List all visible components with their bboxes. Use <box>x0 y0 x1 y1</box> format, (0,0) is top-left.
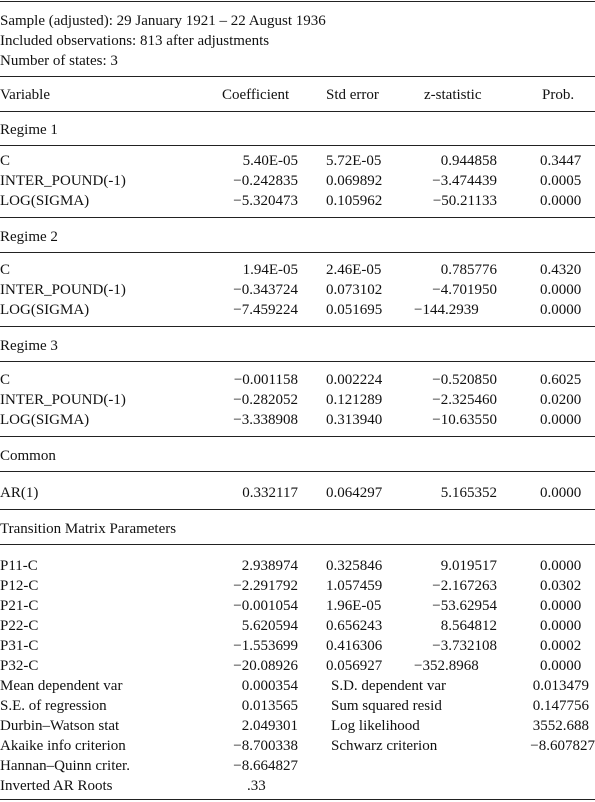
header-std-error: Std error <box>326 87 379 103</box>
rule <box>0 544 595 545</box>
table-row: P22-C 5.620594 0.656243 8.564812 0.0000 <box>0 618 582 634</box>
rule <box>0 217 595 218</box>
section-title: Transition Matrix Parameters <box>0 521 177 537</box>
table-row: P21-C −0.001054 1.96E-05 −53.62954 0.0000 <box>0 598 582 614</box>
table-row: AR(1) 0.332117 0.064297 5.165352 0.0000 <box>0 485 582 501</box>
table-row: LOG(SIGMA) −7.459224 0.051695 −144.2939 0.0000 <box>0 302 582 318</box>
header-prob: Prob. <box>542 87 575 103</box>
stats-row: S.E. of regression 0.013565 Sum squared resid 0.147756 <box>0 698 589 714</box>
table-row: INTER_POUND(-1) −0.242835 0.069892 −3.474439 0.0005 <box>0 173 582 189</box>
rule <box>0 471 595 472</box>
section-title: Regime 1 <box>0 122 58 138</box>
observations-line: Included observations: 813 after adjustments <box>0 33 270 49</box>
rule <box>0 76 595 77</box>
states-line: Number of states: 3 <box>0 53 118 69</box>
header-coefficient: Coefficient <box>222 87 290 103</box>
sample-line: Sample (adjusted): 29 January 1921 – 22 August 1936 <box>0 13 326 29</box>
rule <box>0 509 595 510</box>
table-row: LOG(SIGMA) −5.320473 0.105962 −50.21133 0.0000 <box>0 193 582 209</box>
column-header-row <box>0 85 595 105</box>
bottom-rule <box>0 799 595 800</box>
table-row: INTER_POUND(-1) −0.343724 0.073102 −4.701950 0.0000 <box>0 282 582 298</box>
table-row: C 1.94E-05 2.46E-05 0.785776 0.4320 <box>0 262 582 278</box>
table-row: P31-C −1.553699 0.416306 −3.732108 0.0002 <box>0 638 582 654</box>
table-row: P11-C 2.938974 0.325846 9.019517 0.0000 <box>0 558 582 574</box>
header-z-statistic: z-statistic <box>424 87 482 103</box>
rule <box>0 145 595 146</box>
stats-row: Durbin–Watson stat 2.049301 Log likelihood 3552.688 <box>0 718 589 734</box>
rule <box>0 252 595 253</box>
table-row: P32-C −20.08926 0.056927 −352.8968 0.0000 <box>0 658 582 674</box>
stats-row: Hannan–Quinn criter. −8.664827 <box>0 758 298 774</box>
rule <box>0 361 595 362</box>
rule <box>0 326 595 327</box>
table-row: C −0.001158 0.002224 −0.520850 0.6025 <box>0 372 582 388</box>
stats-row: Akaike info criterion −8.700338 Schwarz criterion −8.607827 <box>0 738 595 754</box>
top-rule <box>0 1 595 2</box>
table-row: INTER_POUND(-1) −0.282052 0.121289 −2.325460 0.0200 <box>0 392 582 408</box>
stats-row: Inverted AR Roots .33 <box>0 778 266 794</box>
rule <box>0 111 595 112</box>
table-row: C 5.40E-05 5.72E-05 0.944858 0.3447 <box>0 153 582 169</box>
stats-row: Mean dependent var 0.000354 S.D. dependent var 0.013479 <box>0 678 589 694</box>
section-title: Regime 2 <box>0 229 58 245</box>
section-title: Regime 3 <box>0 338 58 354</box>
header-variable: Variable <box>0 87 50 103</box>
rule <box>0 436 595 437</box>
table-row: P12-C −2.291792 1.057459 −2.167263 0.0302 <box>0 578 582 594</box>
table-row: LOG(SIGMA) −3.338908 0.313940 −10.63550 0.0000 <box>0 412 582 428</box>
section-title: Common <box>0 448 56 464</box>
